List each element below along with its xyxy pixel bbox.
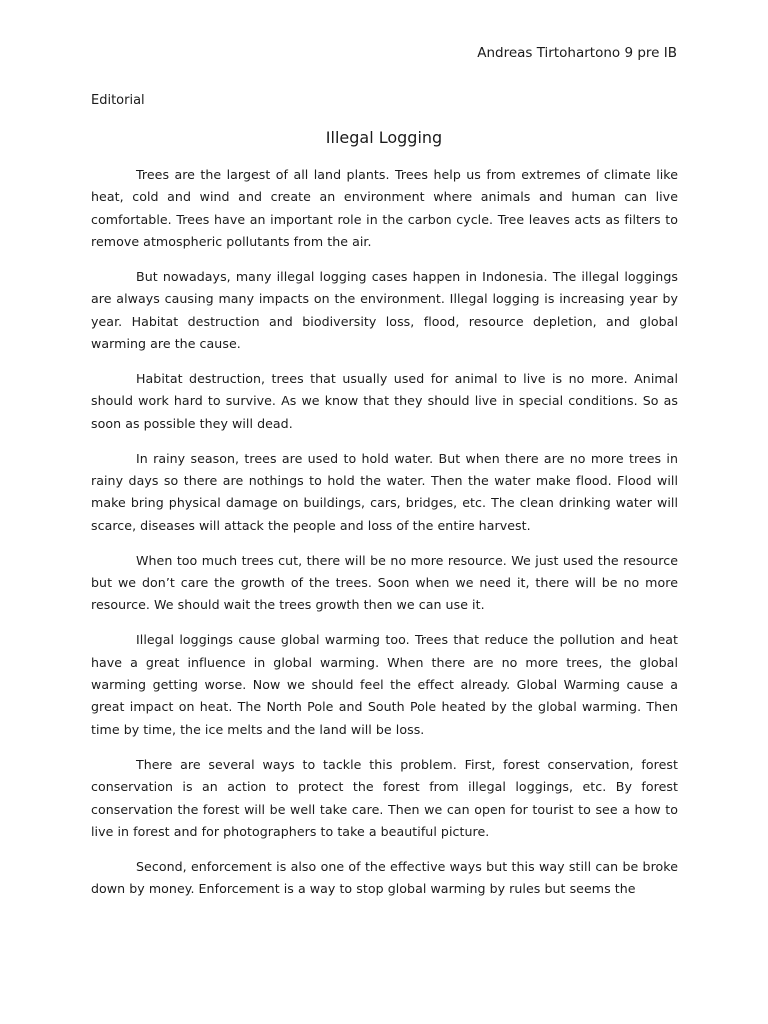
paragraph-4: In rainy season, trees are used to hold water. But when there are no more trees in rainy days so there are nothings to hold the water. Then the water make flood. Flood will make bring physical damage on buildings, cars, bridges, etc. The clean drinking water will scarce, diseases will attack the people and loss of the entire harvest.	[91, 450, 678, 533]
paragraph-1: Trees are the largest of all land plants. Trees help us from extremes of climate like heat, cold and wind and create an environment where animals and human can live comfortable. Trees have an important role in the carbon cycle. Tree leaves acts as filters to remove atmospheric pollutants from the air.	[91, 167, 678, 250]
document-type-label: Editorial	[91, 93, 145, 108]
paragraph-6: Illegal loggings cause global warming too. Trees that reduce the pollution and heat have a great influence in global warming. When there are no more trees, the global warming getting worse. Now we should feel the effect already. Global Warming cause a great impact on heat. The North Pole and South Pole heated by the global warming. Then time by time, the ice melts and the land will be loss.	[91, 632, 678, 737]
author-header: Andreas Tirtohartono 9 pre IB	[477, 45, 677, 61]
paragraph-7: There are several ways to tackle this problem. First, forest conservation, forest conservation is an action to protect the forest from illegal loggings, etc. By forest conservation the forest will be well take care. Then we can open for tourist to see a how to live in forest and for photographers to take a beautiful picture.	[91, 756, 678, 839]
paragraph-5: When too much trees cut, there will be no more resource. We just used the resource but we don’t care the growth of the trees. Soon when we need it, there will be no more resource. We should wait the trees growth then we can use it.	[91, 552, 678, 613]
paragraph-3: Habitat destruction, trees that usually used for animal to live is no more. Animal should work hard to survive. As we know that they should live in special conditions. So as soon as possible they will dead.	[91, 371, 678, 431]
paragraph-8: Second, enforcement is also one of the effective ways but this way still can be broke down by money. Enforcement is a way to stop global warming by rules but seems the	[91, 858, 678, 897]
paragraph-2: But nowadays, many illegal logging cases happen in Indonesia. The illegal loggings are always causing many impacts on the environment. Illegal logging is increasing year by year. Habitat destruction and biodiversity loss, flood, resource depletion, and global warming are the cause.	[91, 269, 678, 352]
document-body	[91, 164, 678, 913]
document-title: Illegal Logging	[325, 128, 443, 147]
